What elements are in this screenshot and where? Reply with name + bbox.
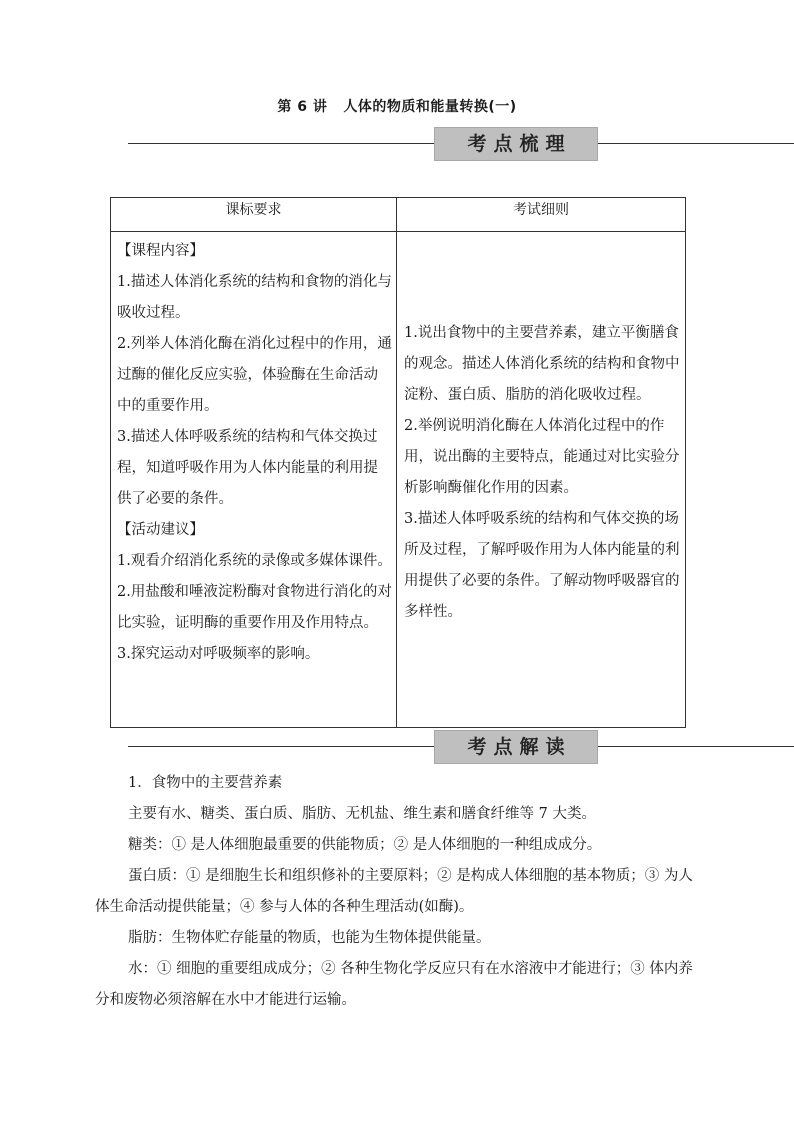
header-rule-2: [128, 746, 436, 747]
paragraph-fat: 脂肪：生物体贮存能量的物质，也能为生物体提供能量。: [128, 930, 491, 946]
body-text: [95, 768, 705, 1016]
list-item: 3.描述人体呼吸系统的结构和气体交换过程，知道呼吸作用为人体内能量的利用提供了必要的条件。: [117, 429, 378, 507]
page-title: [0, 96, 794, 116]
left-cell: [111, 232, 397, 728]
list-item: 1.观看介绍消化系统的录像或多媒体课件。: [117, 553, 392, 569]
right-cell: [397, 232, 686, 728]
table-header-row: [111, 198, 686, 232]
header-rule-1: [128, 143, 436, 144]
header-rule-1-right: [598, 143, 794, 144]
paragraph-water: 水：① 细胞的重要组成成分；② 各种生物化学反应只有在水溶液中才能进行；③ 体内养分和废物必须溶解在水中才能进行运输。: [95, 961, 693, 1008]
list-item: 2.举例说明消化酶在人体消化过程中的作用，说出酶的主要特点，能通过对比实验分析影响酶催化作用的因素。: [404, 417, 680, 496]
list-item: 【活动建议】: [117, 522, 204, 538]
header-kebiao: 课标要求: [111, 198, 397, 232]
paragraph-sugar: 糖类：① 是人体细胞最重要的供能物质；② 是人体细胞的一种组成成分。: [128, 837, 602, 853]
list-item: 3.探究运动对呼吸频率的影响。: [117, 646, 320, 662]
list-item: 2.列举人体消化酶在消化过程中的作用，通过酶的催化反应实验，体验酶在生命活动中的重要作用。: [117, 336, 392, 414]
section-banner-kaodian-shuli: 考点梳理: [434, 127, 598, 161]
list-item: 3.描述人体呼吸系统的结构和气体交换的场所及过程，了解呼吸作用为人体内能量的利用提供了必要的条件。了解动物呼吸器官的多样性。: [404, 510, 680, 620]
lecture-number: 第 6 讲: [277, 99, 328, 115]
table-row: [111, 232, 686, 728]
list-item: 1.说出食物中的主要营养素，建立平衡膳食的观念。描述人体消化系统的结构和食物中淀粉、蛋白质、脂肪的消化吸收过程。: [404, 324, 680, 403]
header-kaoshi: 考试细则: [397, 198, 686, 232]
paragraph-protein: 蛋白质：① 是细胞生长和组织修补的主要原料；② 是构成人体细胞的基本物质；③ 为人体生命活动提供能量；④ 参与人体的各种生理活动(如酶)。: [95, 868, 693, 915]
list-item: 【课程内容】: [117, 243, 204, 259]
lecture-topic: 人体的物质和能量转换(一): [343, 99, 517, 115]
paragraph: 主要有水、糖类、蛋白质、脂肪、无机盐、维生素和膳食纤维等 7 大类。: [128, 806, 596, 822]
section-banner-kaodian-jiedu: 考点解读: [434, 730, 598, 764]
section-heading: 1．食物中的主要营养素: [128, 775, 283, 791]
list-item: 2.用盐酸和唾液淀粉酶对食物进行消化的对比实验，证明酶的重要作用及作用特点。: [117, 584, 392, 631]
curriculum-table: [110, 197, 686, 728]
list-item: 1.描述人体消化系统的结构和食物的消化与吸收过程。: [117, 274, 392, 321]
header-rule-2-right: [598, 746, 794, 747]
